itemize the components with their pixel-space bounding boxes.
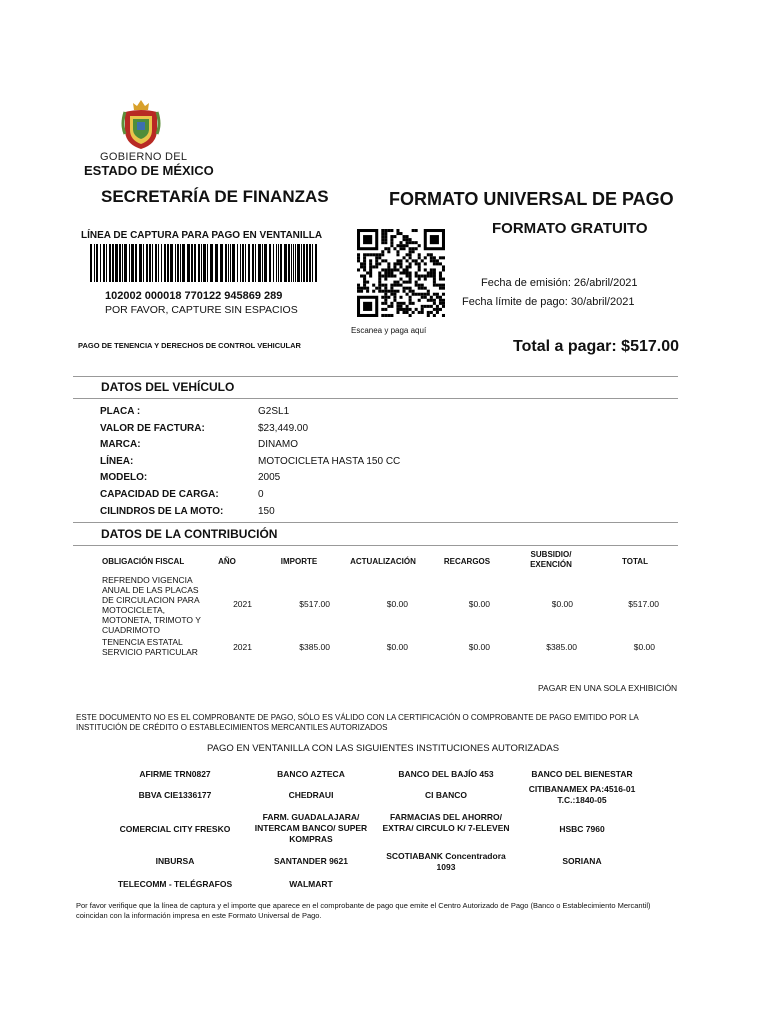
table-cell-obligacion: TENENCIA ESTATAL SERVICIO PARTICULAR xyxy=(102,637,198,657)
vehiculo-label: CAPACIDAD DE CARGA: xyxy=(100,489,219,500)
formato-subtitle: FORMATO GRATUITO xyxy=(492,220,648,237)
vehiculo-label: CILINDROS DE LA MOTO: xyxy=(100,506,224,517)
table-cell-recargos: $0.00 xyxy=(468,642,490,652)
payment-concept: PAGO DE TENENCIA Y DERECHOS DE CONTROL VEHICULAR xyxy=(78,341,301,350)
table-cell-actualizacion: $0.00 xyxy=(386,642,408,652)
col-header-recargos: RECARGOS xyxy=(443,557,491,566)
pago-unica-exhibicion: PAGAR EN UNA SOLA EXHIBICIÓN xyxy=(538,683,678,693)
formato-title: FORMATO UNIVERSAL DE PAGO xyxy=(389,189,674,209)
table-cell-importe: $385.00 xyxy=(299,642,330,652)
vehiculo-label: LÍNEA: xyxy=(100,456,134,467)
capture-note: POR FAVOR, CAPTURE SIN ESPACIOS xyxy=(105,304,298,316)
col-header-anio: AÑO xyxy=(218,557,236,566)
institution-name: BANCO DEL BIENESTAR xyxy=(531,769,633,779)
table-cell-obligacion: REFRENDO VIGENCIA ANUAL DE LAS PLACAS DE CIRCULACION PARA MOTOCICLETA, MOTONETA, TRIMOTO Y CUADRIMOTO xyxy=(102,575,201,635)
divider xyxy=(73,545,678,546)
table-cell-total: $517.00 xyxy=(628,599,659,609)
divider xyxy=(73,398,678,399)
vehiculo-value: G2SL1 xyxy=(258,406,290,417)
table-cell-importe: $517.00 xyxy=(299,599,330,609)
footer-note: Por favor verifique que la línea de captura y el importe que aparece en el comprobante de pago que emite el Centro Autorizado de Pago (Banco o Establecimiento Mercantil) coincidan con la información impresa en este Formato Universal de Pago. xyxy=(76,901,651,920)
table-cell-anio: 2021 xyxy=(233,599,252,609)
qr-caption: Escanea y paga aquí xyxy=(351,326,427,335)
vehiculo-label: PLACA : xyxy=(100,406,141,417)
table-cell-actualizacion: $0.00 xyxy=(386,599,408,609)
table-cell-recargos: $0.00 xyxy=(468,599,490,609)
divider xyxy=(73,376,678,377)
capture-line-number: 102002 000018 770122 945869 289 xyxy=(105,290,283,302)
col-header-subsidio: SUBSIDIO/ EXENCIÓN xyxy=(530,550,572,569)
institution-name: AFIRME TRN0827 xyxy=(139,769,211,779)
institution-name: FARM. GUADALAJARA/ INTERCAM BANCO/ SUPER KOMPRAS xyxy=(254,812,368,844)
vehiculo-value: DINAMO xyxy=(258,439,298,450)
legal-disclaimer: ESTE DOCUMENTO NO ES EL COMPROBANTE DE PAGO, SÓLO ES VÁLIDO CON LA CERTIFICACIÓN O COMPROBANTE DE PAGO EMITIDO POR LA INSTITUCIÓN DE CRÉDITO O ESTABLECIMIENTOS MERCANTILES AUTORIZADOS xyxy=(76,713,639,732)
vehiculo-label: MODELO: xyxy=(100,472,148,483)
secretaria-title: SECRETARÍA DE FINANZAS xyxy=(101,187,329,206)
vehiculo-label: VALOR DE FACTURA: xyxy=(100,423,205,434)
institution-name: COMERCIAL CITY FRESKO xyxy=(119,824,231,834)
institution-name: BBVA CIE1336177 xyxy=(138,790,212,800)
institution-name: SORIANA xyxy=(562,856,602,866)
institution-name: FARMACIAS DEL AHORRO/ EXTRA/ CIRCULO K/ 7-ELEVEN xyxy=(382,812,510,833)
col-header-obligacion: OBLIGACIÓN FISCAL xyxy=(102,557,185,566)
table-cell-subsidio: $385.00 xyxy=(546,642,577,652)
instituciones-title: PAGO EN VENTANILLA CON LAS SIGUIENTES INSTITUCIONES AUTORIZADAS xyxy=(207,743,560,754)
capture-barcode xyxy=(90,244,320,282)
institution-name: WALMART xyxy=(289,879,333,889)
vehiculo-value: 150 xyxy=(258,506,275,517)
col-header-importe: IMPORTE xyxy=(280,557,318,566)
fecha-limite: Fecha límite de pago: 30/abril/2021 xyxy=(462,296,635,308)
institution-name: SANTANDER 9621 xyxy=(273,856,348,866)
institution-name: BANCO DEL BAJÍO 453 xyxy=(398,769,494,779)
vehiculo-value: $23,449.00 xyxy=(258,423,309,434)
table-cell-subsidio: $0.00 xyxy=(551,599,573,609)
vehiculo-value: 2005 xyxy=(258,472,281,483)
institution-name: HSBC 7960 xyxy=(559,824,605,834)
table-cell-anio: 2021 xyxy=(233,642,252,652)
institution-name: CI BANCO xyxy=(424,790,468,800)
vehiculo-value: 0 xyxy=(258,489,264,500)
vehiculo-value: MOTOCICLETA HASTA 150 CC xyxy=(258,456,401,467)
institution-name: INBURSA xyxy=(155,856,195,866)
fecha-emision: Fecha de emisión: 26/abril/2021 xyxy=(481,277,638,289)
capture-line-label: LÍNEA DE CAPTURA PARA PAGO EN VENTANILLA xyxy=(81,230,323,241)
table-cell-total: $0.00 xyxy=(633,642,655,652)
col-header-total: TOTAL xyxy=(622,557,648,566)
divider xyxy=(73,522,678,523)
col-header-actualizacion: ACTUALIZACIÓN xyxy=(350,557,416,566)
institution-name: SCOTIABANK Concentradora 1093 xyxy=(386,851,506,872)
payment-qr-code[interactable] xyxy=(357,229,445,317)
institution-name: CHEDRAUI xyxy=(288,790,334,800)
gov-name-line1: GOBIERNO DEL xyxy=(100,151,188,163)
total-a-pagar: Total a pagar: $517.00 xyxy=(513,338,679,355)
institution-name: TELECOMM - TELÉGRAFOS xyxy=(117,879,233,889)
gov-name-line2: ESTADO DE MÉXICO xyxy=(84,163,214,178)
contribucion-section-title: DATOS DE LA CONTRIBUCIÓN xyxy=(101,527,278,541)
vehiculo-section-title: DATOS DEL VEHÍCULO xyxy=(101,380,235,394)
vehiculo-label: MARCA: xyxy=(100,439,141,450)
institution-name: BANCO AZTECA xyxy=(277,769,345,779)
estado-de-mexico-emblem xyxy=(118,100,164,150)
institution-name: CITIBANAMEX PA:4516-01 T.C.:1840-05 xyxy=(528,784,636,805)
